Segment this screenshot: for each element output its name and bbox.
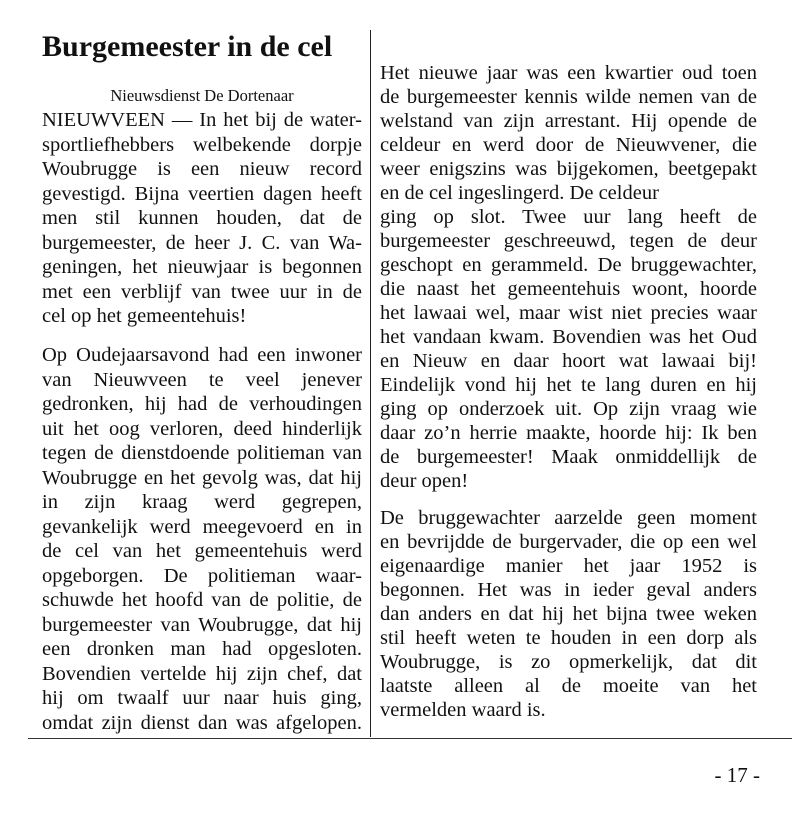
text-line: Eindelijk vond hij het te lang duren en hij — [380, 374, 757, 396]
text-line: gedronken, hij had de verhoudingen — [42, 393, 362, 415]
text-line: de burgemeester! Maak onmiddellijk de — [380, 446, 757, 468]
text-line: en Nieuw en daar hoort wat lawaai bij! — [380, 350, 757, 372]
page-number: - 17 - — [714, 763, 760, 787]
text-line: celdeur en werd door de Nieuwvener, die — [380, 134, 757, 156]
text-line: geningen, het nieuwjaar is begonnen — [42, 256, 362, 278]
text-line: een dronken man had opgesloten. — [42, 638, 362, 660]
article-paragraph — [380, 506, 757, 722]
byline: Nieuwsdienst De Dortenaar — [110, 86, 294, 105]
article-paragraph — [42, 343, 362, 735]
text-line: NIEUWVEEN — In het bij de water- — [42, 109, 362, 131]
text-line: burgemeester geschreeuwd, tegen de deur — [380, 230, 757, 252]
text-line: laatste alleen al de moeite van het — [380, 675, 757, 697]
text-line: Bovendien vertelde hij zijn chef, dat — [42, 662, 362, 685]
text-line: schuwde het hoofd van de politie, de — [42, 589, 362, 611]
text-line: tegen de dienstdoende politieman van — [42, 442, 362, 464]
text-line: met een verblijf van twee uur in de — [42, 280, 362, 303]
text-line: stil heeft weten te houden in een dorp als — [380, 627, 757, 649]
text-line: sportliefhebbers welbekende dorpje — [42, 133, 362, 156]
text-line: weer enigszins was bijgekomen, beetgepakt — [380, 158, 757, 180]
text-line: daar zo’n herrie maakte, hoorde hij: Ik ben — [380, 422, 757, 444]
text-line: De bruggewachter aarzelde geen moment — [380, 507, 757, 529]
article-paragraph — [380, 61, 757, 493]
text-line: welstand van zijn arrestant. Hij opende de — [380, 110, 757, 132]
text-line: omdat zijn dienst dan was afgelopen. — [42, 711, 362, 734]
text-line: het lawaai wel, maar wist niet precies waar — [380, 302, 757, 324]
text-line: gevestigd. Bijna veertien dagen heeft — [42, 182, 362, 205]
text-line: en bevrijdde de burgervader, die op een wel — [380, 531, 757, 553]
text-line: ging op onderzoek uit. Op zijn vraag wie — [380, 398, 757, 420]
text-line: geschopt en gerammeld. De bruggewachter, — [380, 254, 757, 276]
text-line: uit het oog verloren, deed hinderlijk — [42, 417, 362, 440]
footer-rule — [28, 738, 792, 739]
text-line: Woubrugge en het gevolg was, dat hij — [42, 466, 362, 489]
article-title: Burgemeester in de cel — [42, 30, 333, 63]
text-line: begonnen. Het was in ieder geval anders — [380, 579, 757, 601]
column-divider — [370, 30, 371, 737]
text-line: in zijn kraag werd gegrepen, — [42, 491, 362, 513]
text-line: de cel van het gemeentehuis werd — [42, 540, 362, 562]
text-line: ging op slot. Twee uur lang heeft de — [380, 206, 757, 228]
text-line: de burgemeester kennis wilde nemen van de — [380, 86, 757, 108]
text-line: hij om twaalf uur naar huis ging, — [42, 687, 362, 709]
text-line: opgeborgen. De politieman waar- — [42, 564, 362, 587]
text-line: die naast het gemeentehuis woont, hoorde — [380, 278, 757, 300]
text-line: en de cel ingeslingerd. De celdeur — [380, 182, 659, 204]
text-line: het vandaan kwam. Bovendien was het Oud — [380, 326, 757, 348]
text-line: Woubrugge is een nieuw record — [42, 158, 362, 180]
text-line: burgemeester van Woubrugge, dat hij — [42, 613, 362, 636]
text-line: Woubrugge, is zo opmerkelijk, dat dit — [380, 651, 757, 673]
text-line: van Nieuwveen te veel jenever — [42, 368, 362, 391]
article-paragraph — [42, 108, 362, 329]
text-line: cel op het gemeentehuis! — [42, 305, 247, 327]
text-line: vermelden waard is. — [380, 699, 546, 721]
text-line: deur open! — [380, 470, 469, 492]
text-line: Het nieuwe jaar was een kwartier oud toen — [380, 62, 757, 84]
text-line: Op Oudejaarsavond had een inwoner — [42, 344, 362, 366]
text-line: gevankelijk werd meegevoerd en in — [42, 515, 362, 538]
text-line: dan anders en dat hij het bijna twee weken — [380, 603, 757, 625]
text-line: burgemeester, de heer J. C. van Wa- — [42, 231, 362, 254]
text-line: men stil kunnen houden, dat de — [42, 207, 362, 229]
text-line: eigenaardige manier het jaar 1952 is — [380, 555, 757, 577]
